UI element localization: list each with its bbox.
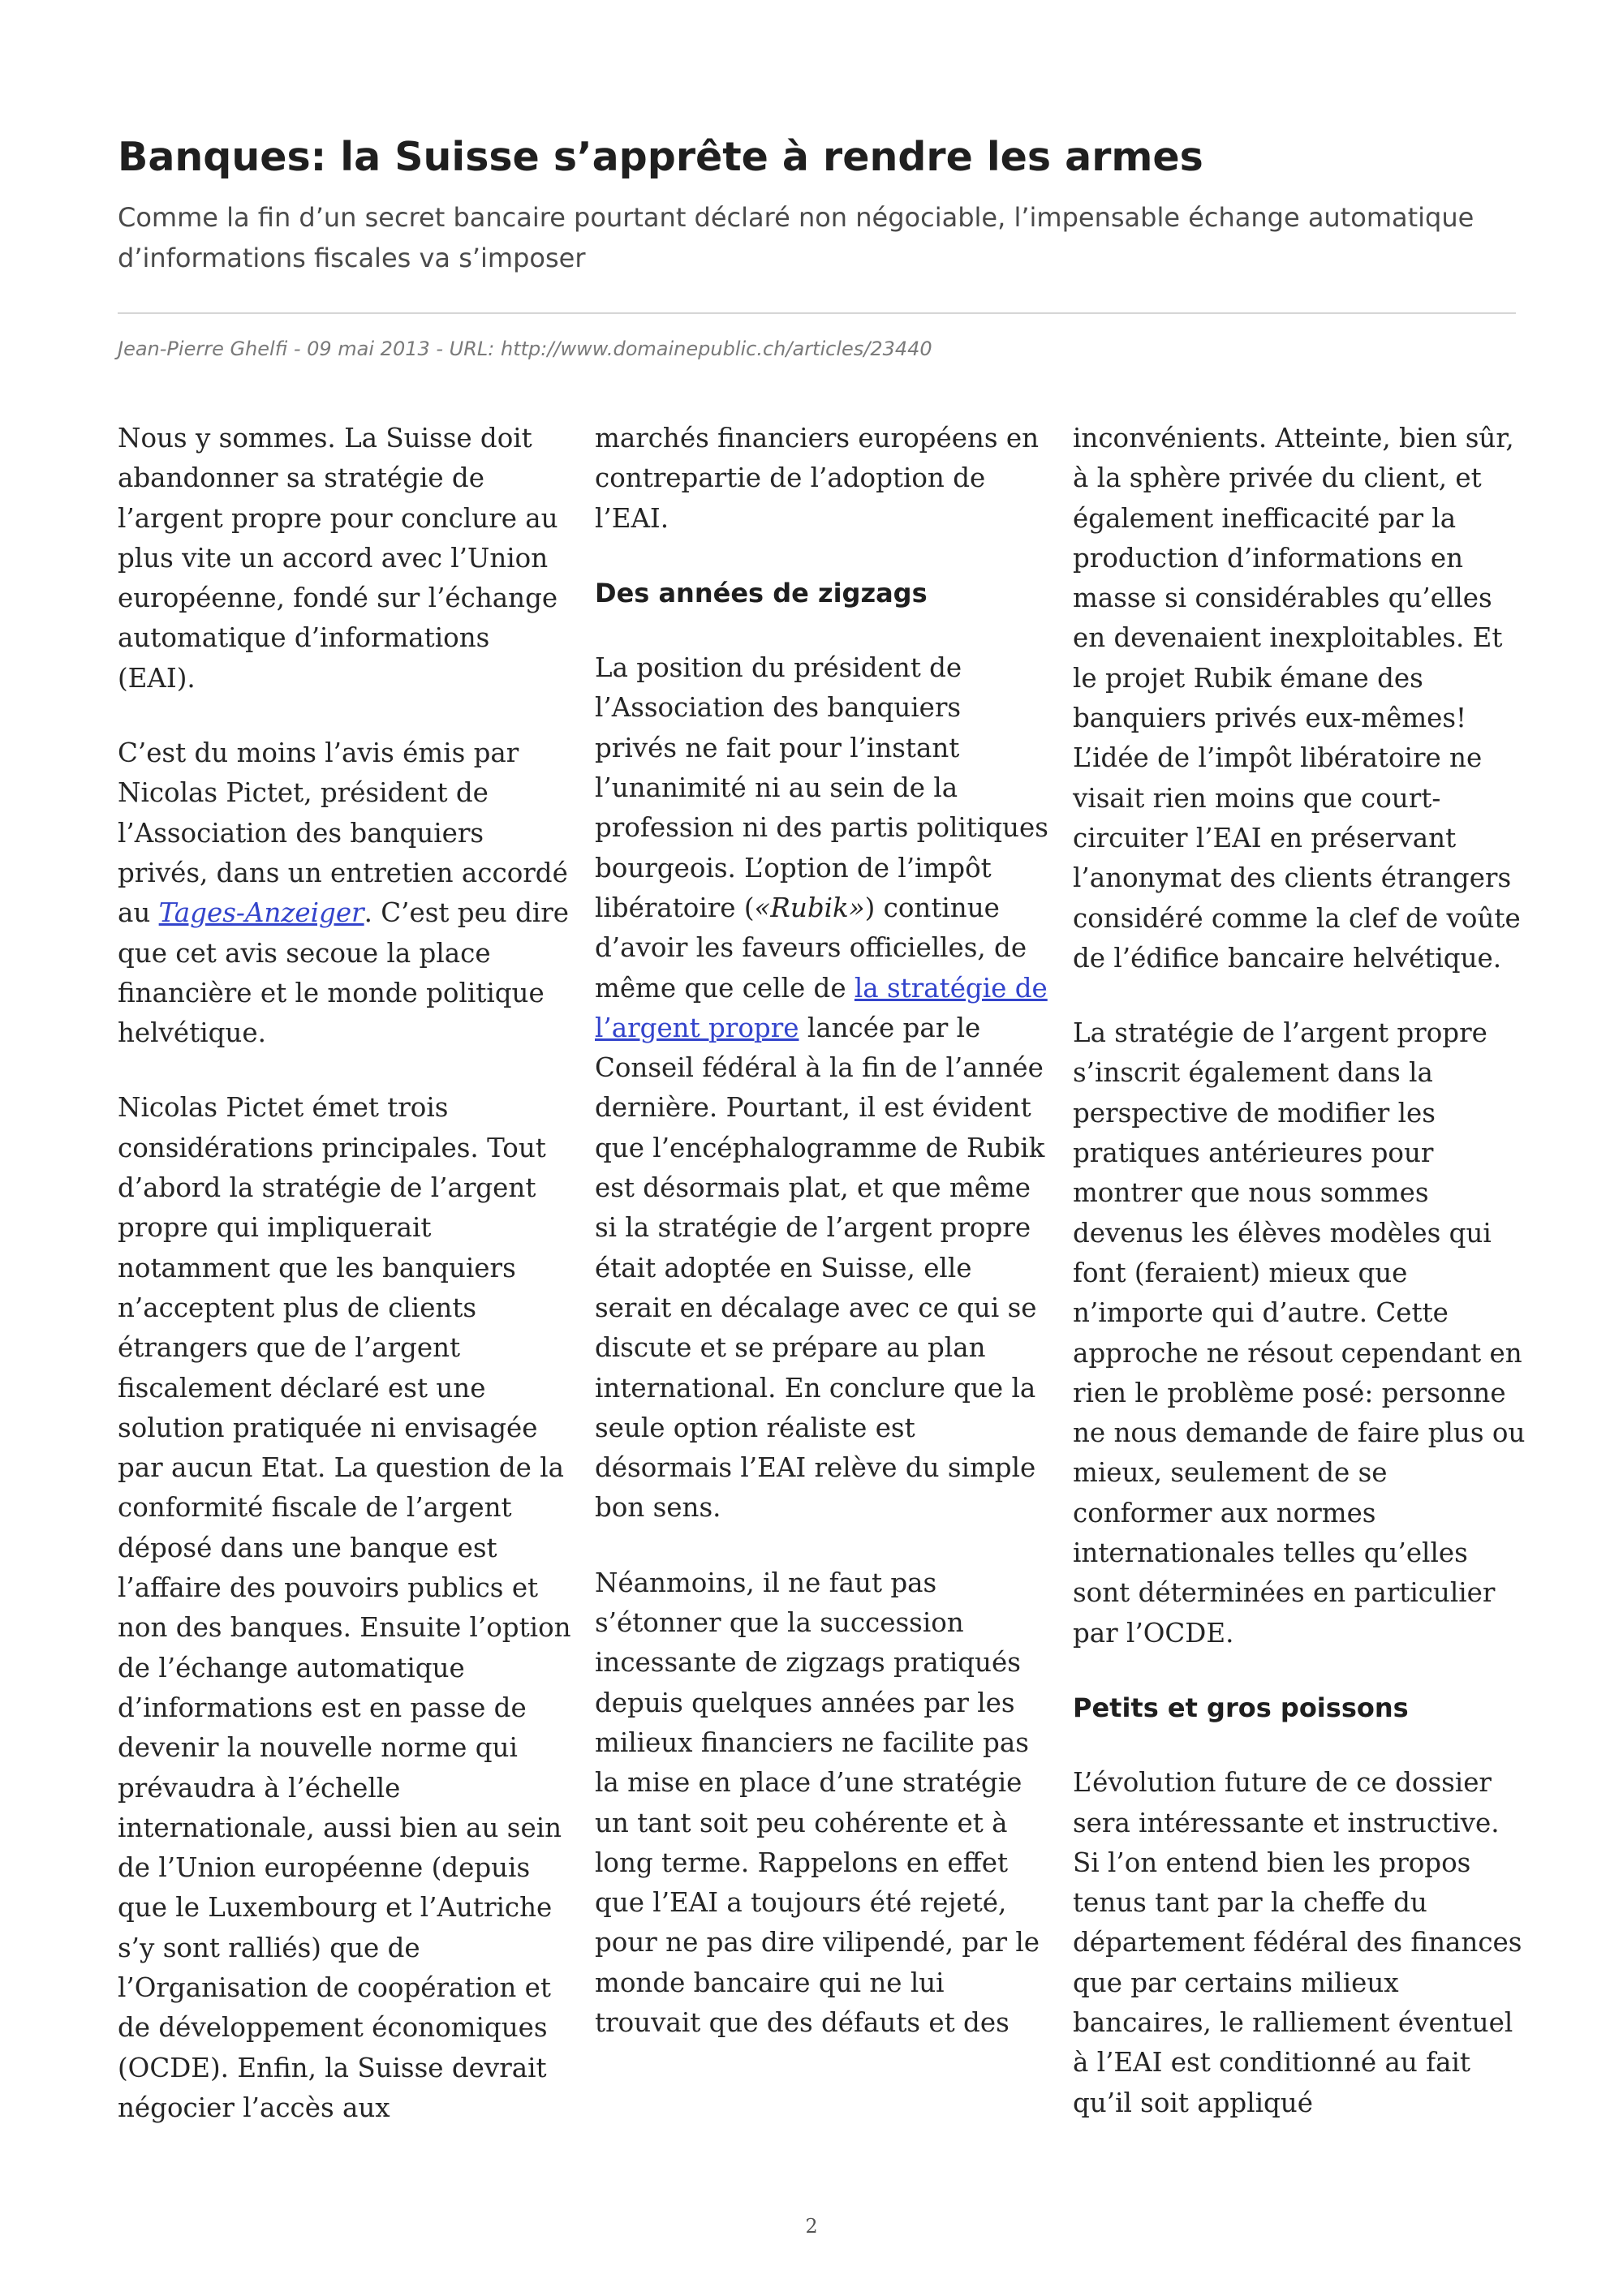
paragraph-text-part-1: Néanmoins, il ne faut pas s’étonner que la succession incessante de zigzags pratiqués depuis quelques années par les milieux financiers ne facilite pas la mise en place d’une stratégie un tant soit peu cohérente et à long terme. Rappelons en effet que l’EAI a toujours été rejeté, pour ne pas dire vilipendé, par le monde bancaire qui ne lui trouvait que des défauts et des [595,1567,1040,2038]
text-column-3 [1073,419,1527,2158]
article-byline: Jean-Pierre Ghelfi - 09 mai 2013 - URL: http://www.domainepublic.ch/articles/23440 [118,338,932,360]
paragraph-text: ) continue d’avoir les faveurs officielles, de même que celle de [595,892,1027,1004]
paragraph-text-part-2: marchés financiers européens en contrepartie de l’adoption de l’EAI. [595,423,1040,534]
text-column-1 [118,419,572,2163]
page-number: 2 [805,2215,818,2238]
paragraph-text-part-1: Nicolas Pictet émet trois considérations principales. Tout d’abord la stratégie de l’argent propre qui impliquerait notamment que les banquiers n’acceptent plus de clients étrangers que de l’argent fiscalement déclaré est une solution pratiquée ni envisagée par aucun Etat. La question de la conformité fiscale de l’argent déposé dans une banque est l’affaire des pouvoirs publics et non des banques. Ensuite l’option de l’échange automatique d’informations est en passe de devenir la nouvelle norme qui prévaudra à l’échelle internationale, aussi bien au sein de l’Union européenne (depuis que le Luxembourg et l’Autriche s’y sont ralliés) que de l’Organisation de coopération et de développement économiques (OCDE). Enfin, la Suisse devrait négocier l’accès aux [118,1092,571,2123]
paragraph-evolution: L’évolution future de ce dossier sera intéressante et instructive. Si l’on entend bien les propos tenus tant par la cheffe du département fédéral des finances que par certains milieux bancaires, le ralliement éventuel à l’EAI est conditionné au fait qu’il soit appliqué [1073,1767,1522,2118]
rubik-term: «Rubik» [754,892,865,923]
paragraph-text: C’est du moins l’avis émis par Nicolas Pictet, président de l’Association des banquiers privés, dans un entretien accordé au [118,737,568,929]
paragraph-pictet-opinion [118,733,572,1053]
article-subtitle: Comme la fin d’un secret bancaire pourtant déclaré non négociable, l’impensable échange automatique d’informations fiscales va s’imposer [118,202,1474,273]
paragraph-neanmoins-continued [1073,419,1527,978]
paragraph-neanmoins [595,1563,1049,2044]
paragraph-considerations [118,1088,572,2128]
paragraph-considerations-continued [595,419,1049,539]
section-heading-poissons: Petits et gros poissons [1073,1692,1409,1723]
paragraph-text-part-2: inconvénients. Atteinte, bien sûr, à la sphère privée du client, et également inefficacité par la production d’informations en masse si considérables qu’elles en devenaient inexploitables. Et le projet Rubik émane des banquiers privés eux-mêmes! L’idée de l’impôt libératoire ne visait rien moins que court-circuiter l’EAI en préservant l’anonymat des clients étrangers considéré comme la clef de voûte de l’édifice bancaire helvétique. [1073,423,1521,974]
article-title: Banques: la Suisse s’apprête à rendre les armes [118,134,1203,180]
paragraph-text: La position du président de l’Association des banquiers privés ne fait pour l’instant l’unanimité ni au sein de la profession ni des partis politiques bourgeois. L’option de l’impôt libératoire ( [595,652,1048,923]
tages-anzeiger-link[interactable]: Tages-Anzeiger [158,897,364,929]
header-divider [118,312,1516,314]
paragraph-text: lancée par le Conseil fédéral à la fin de l’année dernière. Pourtant, il est évident que l’encéphalogramme de Rubik est désormais plat, et que même si la stratégie de l’argent propre était adoptée en Suisse, elle serait en décalage avec ce qui se discute et se prépare au plan international. En conclure que la seule option réaliste est désormais l’EAI relève du simple bon sens. [595,1012,1045,1524]
paragraph-text: . C’est peu dire que cet avis secoue la place financière et le monde politique helvétique. [118,897,570,1049]
paragraph-position [595,648,1049,1529]
paragraph-intro: Nous y sommes. La Suisse doit abandonner sa stratégie de l’argent propre pour conclure au plus vite un accord avec l’Union européenne, fondé sur l’échange automatique d’informations (EAI). [118,423,558,694]
text-column-2 [595,419,1049,2078]
strategie-argent-propre-link[interactable]: la stratégie de l’argent propre [595,972,1048,1043]
paragraph-strategie: La stratégie de l’argent propre s’inscrit également dans la perspective de modifier les pratiques antérieures pour montrer que nous sommes devenus les élèves modèles qui font (feraient) mieux que n’importe qui d’autre. Cette approche ne résout cependant en rien le problème posé: personne ne nous demande de faire plus ou mieux, seulement de se conformer aux normes internationales telles qu’elles sont déterminées en particulier par l’OCDE. [1073,1017,1526,1649]
section-heading-zigzags: Des années de zigzags [595,577,928,608]
